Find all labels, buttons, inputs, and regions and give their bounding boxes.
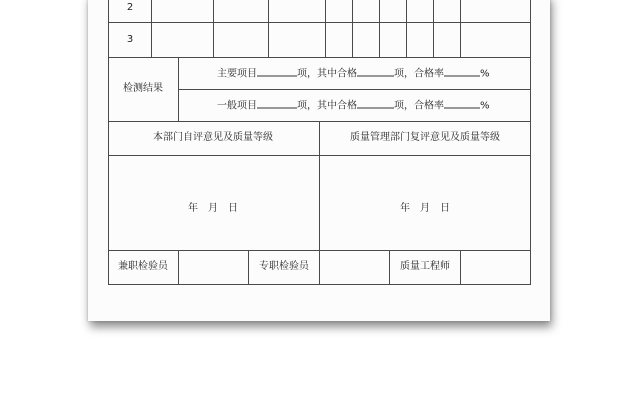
main-items-prefix: 主要项目	[217, 68, 257, 80]
column-divider	[248, 250, 249, 284]
main-items-line	[217, 66, 490, 81]
column-divider	[268, 0, 269, 57]
part-time-inspector-label: 兼职检验员	[118, 261, 168, 272]
qm-evaluation-header: 质量管理部门复评意见及质量等级	[350, 132, 500, 143]
column-divider	[389, 250, 390, 284]
full-time-inspector-signature-field[interactable]	[320, 251, 389, 284]
general-items-total-blank[interactable]	[257, 98, 297, 109]
general-items-mid2: 项，合格率	[394, 100, 444, 112]
main-items-total-blank[interactable]	[257, 66, 297, 77]
column-divider	[178, 57, 179, 121]
column-divider	[151, 0, 152, 57]
table-bottom-border	[108, 284, 531, 285]
column-divider	[379, 0, 380, 57]
general-items-rate-blank[interactable]	[444, 98, 480, 109]
row-divider	[108, 57, 531, 58]
qm-evaluation-date: 年 月 日	[400, 203, 450, 214]
general-items-suffix: %	[480, 100, 490, 112]
general-items-passed-blank[interactable]	[357, 98, 394, 109]
quality-engineer-label: 质量工程师	[400, 261, 450, 272]
column-divider	[406, 0, 407, 57]
main-items-mid1: 项，其中合格	[297, 68, 357, 80]
main-items-mid2: 项，合格率	[394, 68, 444, 80]
self-evaluation-date: 年 月 日	[188, 203, 238, 214]
row-number: 3	[126, 34, 134, 45]
row-divider	[178, 89, 531, 90]
column-divider	[352, 0, 353, 57]
column-divider	[433, 0, 434, 57]
row-divider	[108, 22, 531, 23]
quality-engineer-signature-field[interactable]	[461, 251, 530, 284]
table-right-border	[530, 0, 531, 285]
main-items-passed-blank[interactable]	[357, 66, 394, 77]
full-time-inspector-label: 专职检验员	[259, 261, 309, 272]
table-left-border	[108, 0, 109, 285]
general-items-mid1: 项，其中合格	[297, 100, 357, 112]
general-items-prefix: 一般项目	[217, 100, 257, 112]
self-evaluation-header: 本部门自评意见及质量等级	[153, 132, 273, 143]
main-items-suffix: %	[480, 68, 490, 80]
result-label: 检测结果	[123, 83, 163, 94]
column-divider	[460, 0, 461, 57]
main-items-rate-blank[interactable]	[444, 66, 480, 77]
general-items-line	[217, 98, 490, 113]
column-divider	[325, 0, 326, 57]
column-divider	[213, 0, 214, 57]
part-time-inspector-signature-field[interactable]	[179, 251, 248, 284]
row-number: 2	[126, 2, 134, 13]
